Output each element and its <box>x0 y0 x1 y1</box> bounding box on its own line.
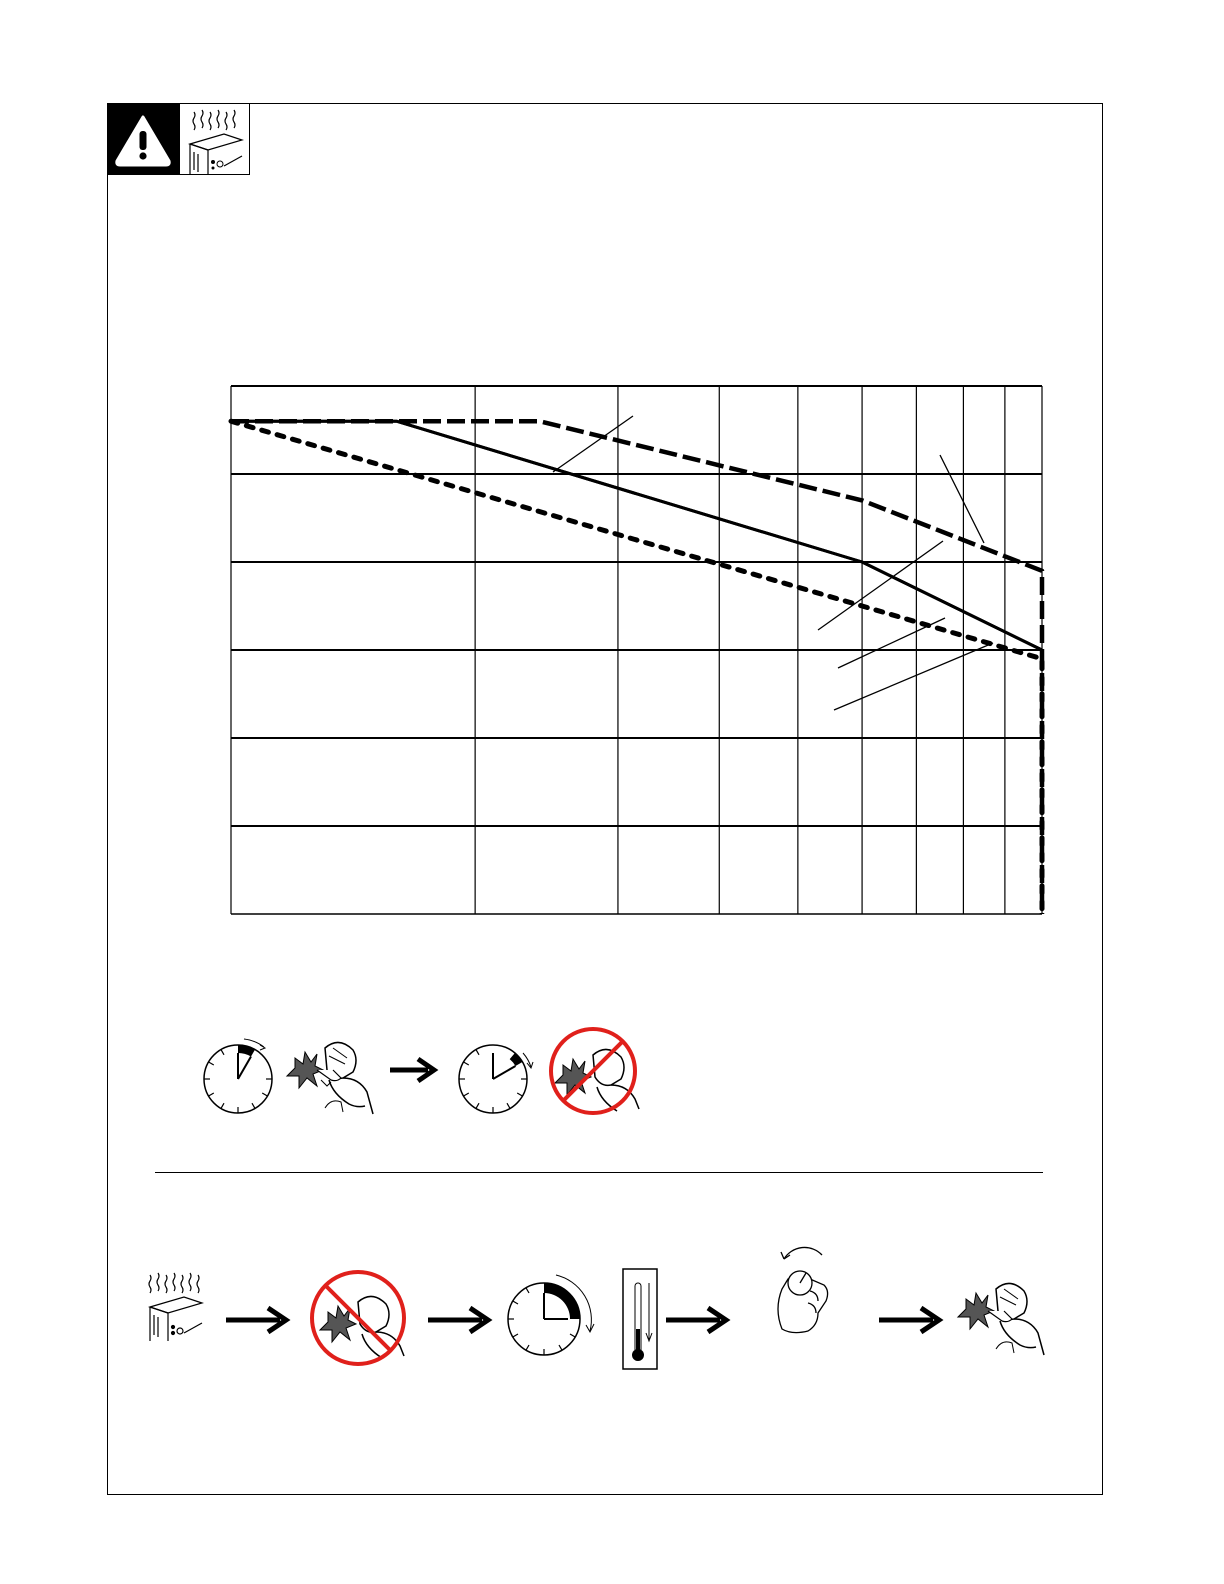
annotation-leader <box>553 416 633 472</box>
arrow-right-icon <box>879 1308 939 1332</box>
annotation-leader <box>834 643 993 710</box>
annotation-leader <box>940 455 984 543</box>
thermometer-cooling-icon <box>623 1269 657 1369</box>
welder-icon <box>287 1042 373 1114</box>
no-welding-icon <box>551 1029 639 1113</box>
welder-icon <box>958 1283 1044 1355</box>
arrow-right-icon <box>390 1059 434 1081</box>
no-welding-icon <box>312 1272 404 1364</box>
duty-cycle-row <box>195 1025 655 1120</box>
clock-short-arc-icon <box>204 1039 272 1113</box>
section-divider <box>155 1172 1043 1173</box>
clock-rest-icon <box>459 1045 533 1113</box>
arrow-right-icon <box>428 1308 488 1332</box>
arrow-right-icon <box>666 1308 726 1332</box>
hot-machine-icon <box>149 1273 202 1341</box>
annotation-leader <box>838 618 945 668</box>
overheat-row <box>130 1235 1060 1375</box>
clock-wait-icon <box>508 1275 594 1355</box>
arrow-right-icon <box>226 1308 286 1332</box>
hand-knob-icon <box>778 1247 828 1332</box>
